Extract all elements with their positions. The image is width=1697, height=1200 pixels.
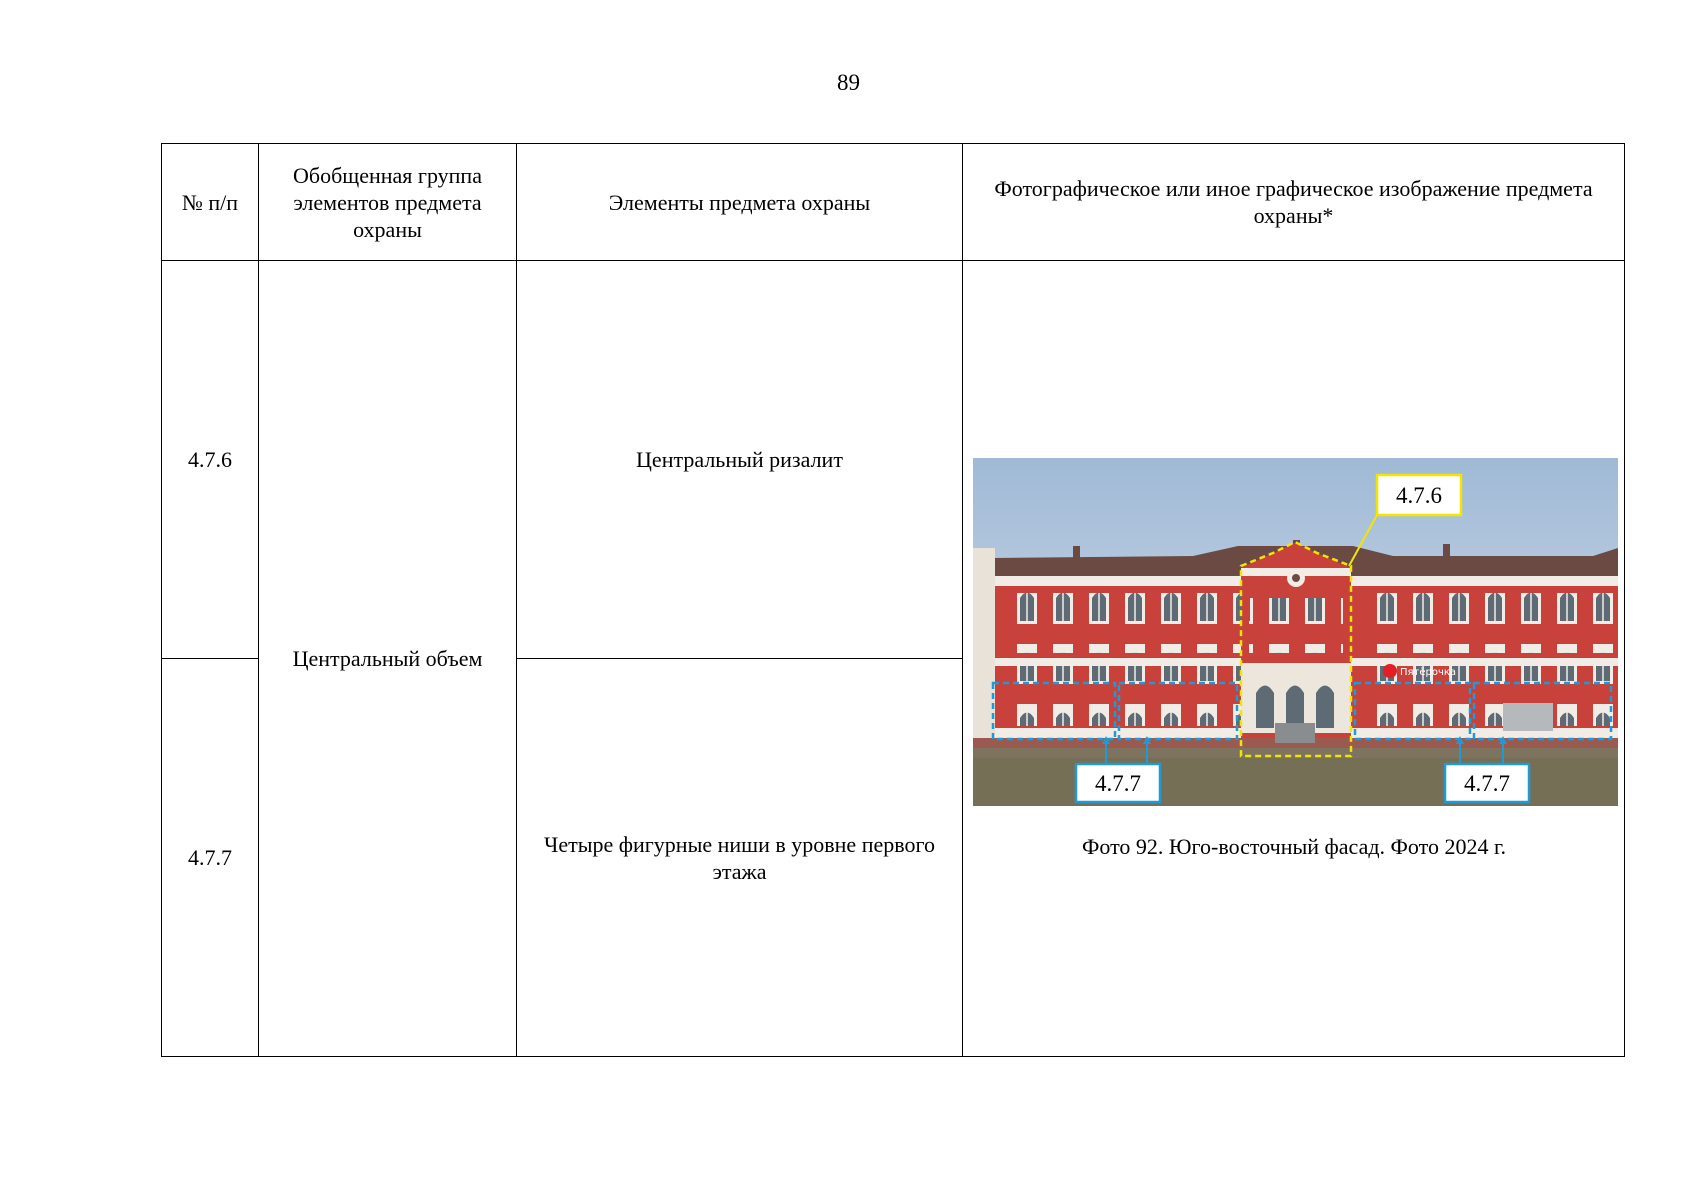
header-group: Обобщенная группа элементов предмета охраны [259,144,517,261]
row-number: 4.7.6 [162,261,259,659]
callout-label: 4.7.6 [1396,483,1442,508]
callout-4-7-6 [1377,475,1461,515]
photo-caption: Фото 92. Юго-восточный фасад. Фото 2024 г. [1082,834,1506,859]
facade-photo [973,458,1618,806]
protection-table [161,143,1625,1057]
header-number: № п/п [162,144,259,261]
photo-cell [963,261,1625,1057]
row-element: Четыре фигурные ниши в уровне первого этажа [517,659,963,1057]
callout-4-7-7-right [1445,764,1529,802]
group-cell: Центральный объем [259,261,517,1057]
header-image: Фотографическое или иное графическое изображение предмета охраны* [963,144,1625,261]
header-elements: Элементы предмета охраны [517,144,963,261]
facade-photo-image [973,458,1618,806]
table-row [162,261,1625,659]
row-number: 4.7.7 [162,659,259,1057]
row-element: Центральный ризалит [517,261,963,659]
table-header-row [162,144,1625,261]
callout-label: 4.7.7 [1095,771,1141,796]
page-number: 89 [837,70,860,95]
callout-4-7-7-left [1076,764,1160,802]
store-sign: Пятёрочка [1400,667,1457,678]
callout-label: 4.7.7 [1464,771,1510,796]
